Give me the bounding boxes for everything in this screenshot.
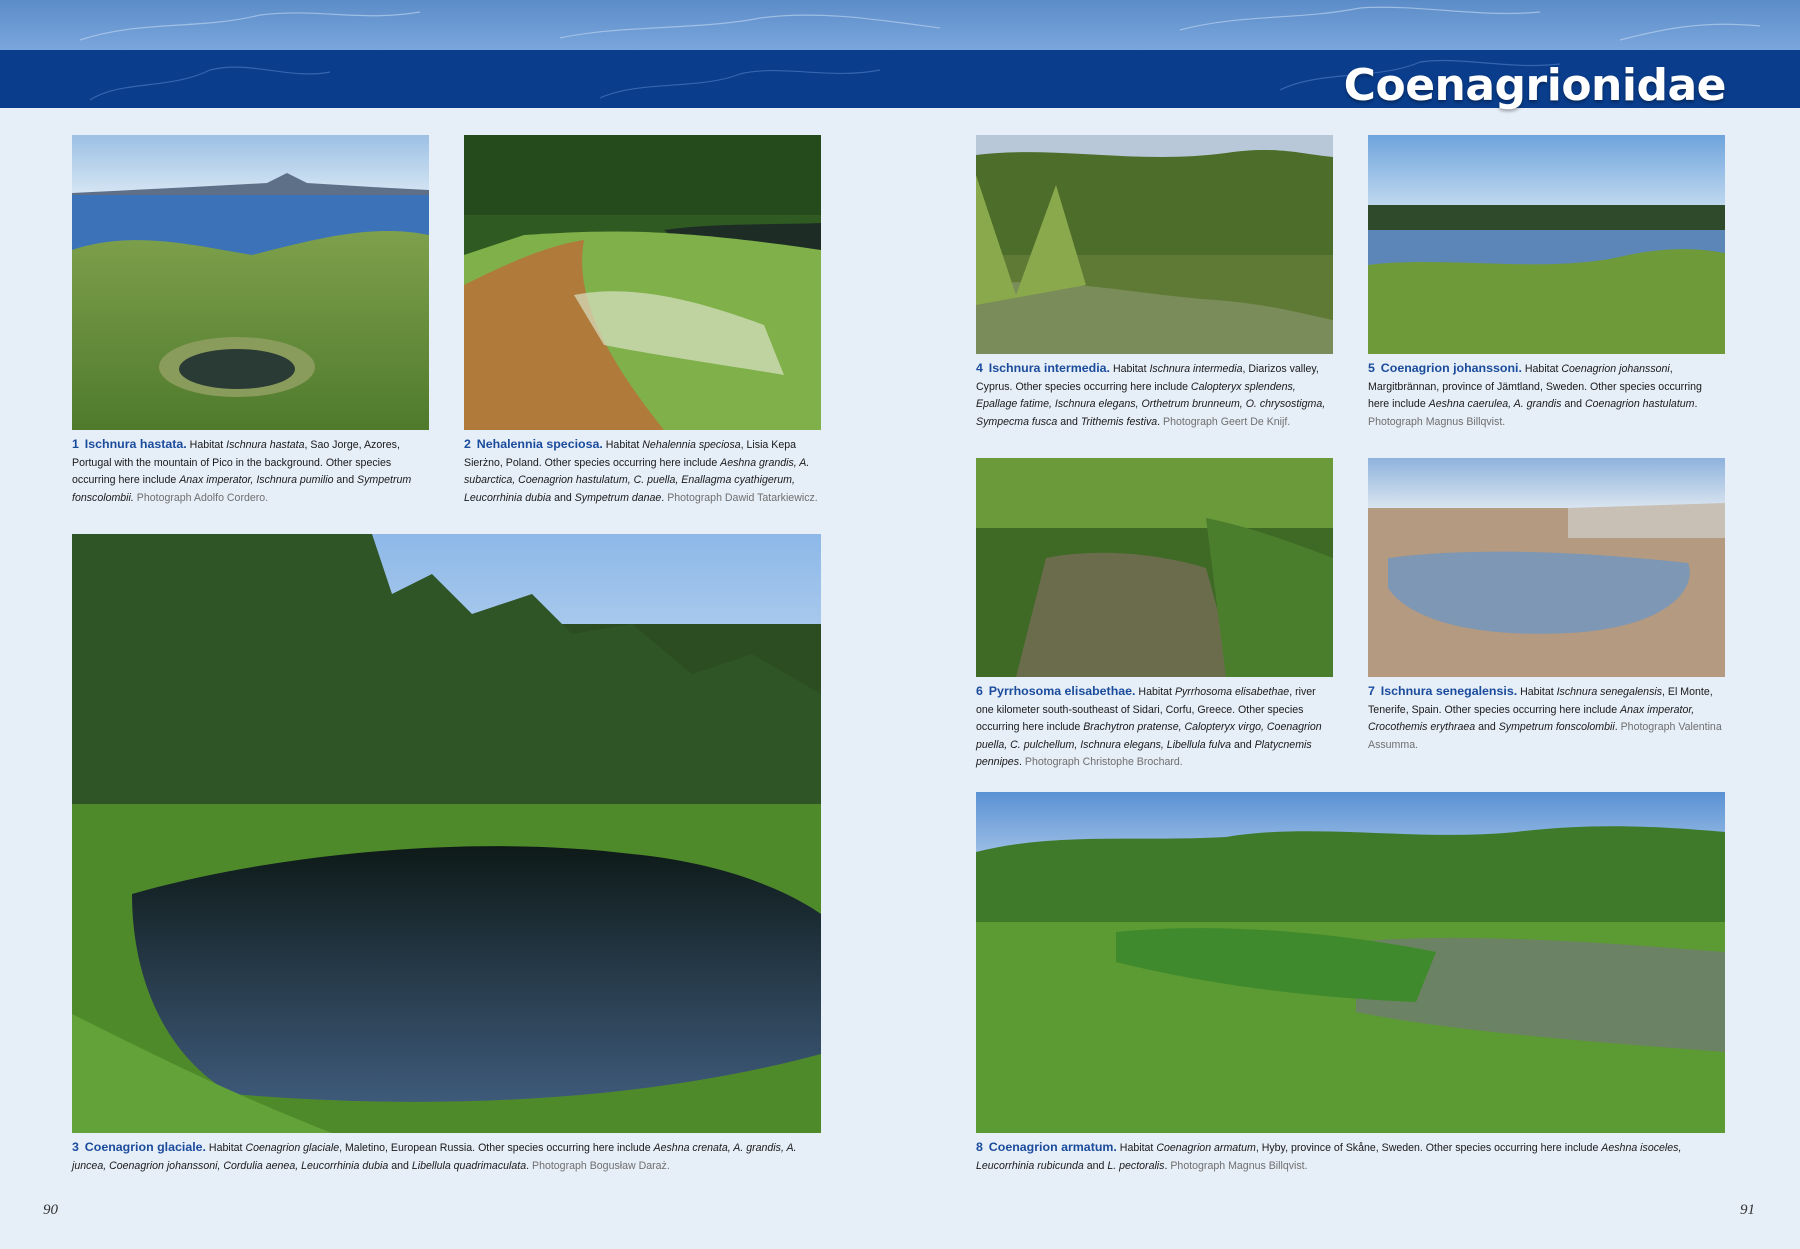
caption-species: Ischnura hastata.: [84, 437, 187, 451]
caption-credit: Photograph Bogusław Daraż.: [532, 1159, 670, 1172]
photo-4: [976, 135, 1333, 354]
page-title: Coenagrionidae: [1343, 60, 1726, 111]
photo-1: [72, 135, 429, 430]
page-number-left: 90: [43, 1202, 58, 1218]
caption-text: Habitat Ischnura hastata, Sao Jorge, Azores, Portugal with the mountain of Pico in the background. Other species occurring here include Anax imperator, Ischnura pumilio and Sympetrum fonscolombii.: [72, 439, 412, 504]
photo-8: [976, 792, 1725, 1133]
photo-5: [1368, 135, 1725, 354]
caption-species: Nehalennia speciosa.: [476, 437, 603, 451]
caption-text: Habitat Ischnura intermedia, Diarizos valley, Cyprus. Other species occurring here include Calopteryx splendens, Epallage fatime, Ischnura elegans, Orthetrum brunneum, O. chrysostigma, Sympecma fusca and Trithemis festiva.: [976, 363, 1326, 428]
caption-number: 7: [1368, 684, 1375, 698]
caption-number: 8: [976, 1140, 983, 1154]
photo-caption-8: [976, 1139, 1725, 1175]
photo-caption-3: [72, 1139, 821, 1175]
caption-credit: Photograph Christophe Brochard.: [1024, 756, 1183, 769]
landscape-image-1: [72, 135, 429, 430]
header-top-band: [0, 0, 1800, 50]
caption-species: Ischnura intermedia.: [988, 361, 1110, 375]
caption-credit: Photograph Adolfo Cordero.: [136, 491, 269, 504]
caption-species: Coenagrion armatum.: [988, 1140, 1117, 1154]
landscape-image-4: [976, 135, 1333, 354]
caption-credit: Photograph Geert De Knijf.: [1163, 415, 1291, 428]
photo-caption-4: [976, 360, 1333, 431]
photo-2: [464, 135, 821, 430]
caption-credit: Photograph Magnus Billqvist.: [1368, 415, 1506, 428]
photo-caption-1: [72, 436, 429, 507]
caption-text: Habitat Coenagrion glaciale, Maletino, European Russia. Other species occurring here include Aeshna crenata, A. grandis, A. juncea, Coenagrion johanssoni, Cordulia aenea, Leucorrhinia dubia and Libellula quadrimaculata.: [72, 1142, 797, 1172]
caption-number: 2: [464, 437, 471, 451]
landscape-image-5: [1368, 135, 1725, 354]
map-pattern-top: [0, 0, 1800, 50]
caption-number: 3: [72, 1140, 79, 1154]
caption-text: Habitat Coenagrion armatum, Hyby, province of Skåne, Sweden. Other species occurring here include Aeshna isoceles, Leucorrhinia rubicunda and L. pectoralis.: [976, 1142, 1682, 1172]
landscape-image-7: [1368, 458, 1725, 677]
page-number-right: 91: [1740, 1202, 1755, 1218]
caption-species: Pyrrhosoma elisabethae.: [988, 684, 1136, 698]
landscape-image-6: [976, 458, 1333, 677]
landscape-image-8: [976, 792, 1725, 1133]
caption-number: 5: [1368, 361, 1375, 375]
caption-species: Coenagrion glaciale.: [84, 1140, 206, 1154]
photo-caption-7: [1368, 683, 1725, 754]
caption-number: 6: [976, 684, 983, 698]
caption-credit: Photograph Dawid Tatarkiewicz.: [667, 491, 818, 504]
caption-number: 4: [976, 361, 983, 375]
caption-species: Coenagrion johanssoni.: [1380, 361, 1522, 375]
caption-number: 1: [72, 437, 79, 451]
caption-credit: Photograph Magnus Billqvist.: [1170, 1159, 1308, 1172]
caption-text: Habitat Ischnura senegalensis, El Monte, Tenerife, Spain. Other species occurring here include Anax imperator, Crocothemis erythraea and Sympetrum fonscolombii.: [1368, 686, 1713, 734]
photo-caption-5: [1368, 360, 1725, 431]
photo-7: [1368, 458, 1725, 677]
caption-credit: Photograph Valentina Assumma.: [1368, 721, 1722, 751]
caption-text: Habitat Nehalennia speciosa, Lisia Kepa Sierżno, Poland. Other species occurring here include Aeshna grandis, A. subarctica, Coenagrion hastulatum, C. puella, Enallagma cyathigerum, Leucorrhinia dubia and Sympetrum danae.: [464, 439, 810, 504]
photo-caption-2: [464, 436, 821, 507]
photo-3: [72, 534, 821, 1133]
landscape-image-2: [464, 135, 821, 430]
photo-caption-6: [976, 683, 1333, 772]
photo-6: [976, 458, 1333, 677]
caption-species: Ischnura senegalensis.: [1380, 684, 1518, 698]
landscape-image-3: [72, 534, 821, 1133]
caption-text: Habitat Coenagrion johanssoni, Margitbrännan, province of Jämtland, Sweden. Other species occurring here include Aeshna caerulea, A. grandis and Coenagrion hastulatum.: [1368, 363, 1702, 411]
caption-text: Habitat Pyrrhosoma elisabethae, river one kilometer south-southeast of Sidari, Corfu, Greece. Other species occurring here include Brachytron pratense, Calopteryx virgo, Coenagrion puella, C. pulchellum, Ischnura elegans, Libellula fulva and Platycnemis pennipes.: [976, 686, 1322, 769]
